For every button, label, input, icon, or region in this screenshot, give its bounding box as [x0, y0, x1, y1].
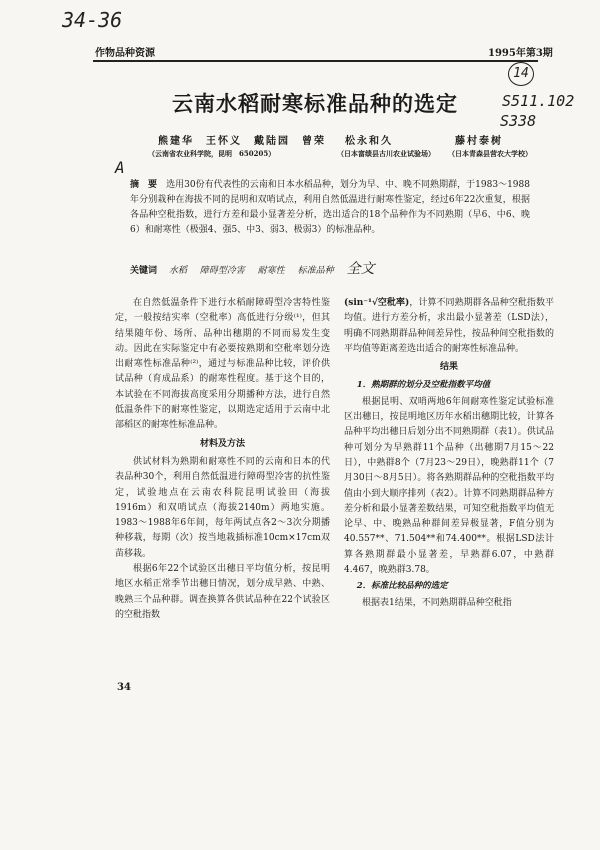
results-subheading-2: 2．标准比较品种的选定 — [356, 581, 448, 592]
results-paragraph-1: 根据昆明、双哨两地6年间耐寒性鉴定试验标准区出穗日，按昆明地区历年水稻出穗期比较，计算各品种平均出穗日后划分出不同熟期群（表1）。供试品种可划分为早熟群11个品种（出穗期7月15～22日），中熟群8个（7月23～29日），晚熟群11个（7月30日～8月5日）。将各熟期群品种的空秕指数平均值由小到大顺序排列（表2）。计算不同熟期群品种方差分析和最小显著差数结果，可知空秕指数平均值无论早、中、晚熟品种群间差异极显著，F值分别为40.557**、71.504**和74.400**。根据LSD法计算各熟期群最小显著差，早熟群6.07，中熟群4.467，晚熟群3.78。 — [344, 396, 554, 576]
results-paragraph-2: 根据表1结果，不同熟期群品种空秕指 — [362, 597, 512, 608]
intro-paragraph: 在自然低温条件下进行水稻耐障碍型冷害特性鉴定，一般按结实率（空秕率）高低进行分级⁽¹⁾，但其结果随年份、场所、品种出穗期的不同而易发生变动。因此在实际鉴定中有必要按熟期和空秕率划分选出耐寒性标准品种⁽²⁾，通过与标准品种比较，评价供试品种（育成品系）的耐寒性程度。基于这个目的，本试验在不同海拔高度采用分期播种方法，进行自然低温条件下的耐寒性鉴定，以期选定适用于云南中北部稻区的耐寒性标准品种。 — [115, 298, 330, 431]
methods-heading: 材料及方法 — [199, 438, 245, 449]
keyword-item: 标准品种 — [297, 266, 334, 276]
keyword-item: 水稻 — [168, 266, 187, 276]
handwritten-circled-number: 14 — [508, 62, 534, 86]
header-rule — [93, 60, 538, 62]
results-subheading-1: 1．熟期群的划分及空秕指数平均值 — [356, 380, 491, 391]
results-heading: 结果 — [439, 362, 458, 373]
authors-group-3: 藤村泰树 — [455, 136, 503, 147]
issue-label: 1995年第3期 — [488, 48, 553, 59]
authors-group-2: 松永和久 — [345, 136, 393, 147]
formula-paragraph — [344, 296, 554, 357]
methods-paragraph-1: 供试材料为熟期和耐寒性不同的云南和日本的代表品种30个，利用自然低温进行障碍型冷害的抗性鉴定，试验地点在云南农科院昆明试验田（海拔1916m）和双哨试点（海拔2140m）两地实施。1983～1988年6年间，每年两试点各2～3次分期播种移栽，每期（次）按当地栽插标准10cm×17cm双苗移栽。 — [115, 456, 330, 559]
left-column — [115, 296, 330, 623]
handwritten-class-code-2: S338 — [500, 112, 537, 130]
paper-title: 云南水稻耐寒标准品种的选定 — [172, 91, 458, 116]
formula-paragraph-text: ，计算不同熟期群各品种空秕指数平均值。进行方差分析，求出最小显著差（LSD法），明确不同熟期群品种间差异性，按品种间空秕指数的平均值等距离差选出适合的耐寒性标准品种。 — [344, 298, 554, 354]
page-number: 34 — [117, 682, 131, 693]
handwritten-keyword-mark: 全文 — [346, 261, 375, 277]
abstract-label: 摘 要 — [130, 180, 158, 190]
journal-name: 作物品种资源 — [95, 48, 155, 59]
right-column — [344, 296, 554, 611]
keyword-item: 障碍型冷害 — [199, 266, 245, 276]
keywords — [130, 262, 530, 279]
abstract-text: 选用30份有代表性的云南和日本水稻品种，划分为早、中、晚不同熟期群，于1983～1988年分别栽种在海拔不同的昆明和双哨试点，利用自然低温进行耐寒性鉴定，经过6年22次重复，根据各品种空秕指数，进行方差和最小显著差分析，选出适合的18个品种作为不同熟期（早6、中6、晚6）和耐寒性（极强4、强5、中3、弱3、极弱3）的标准品种。 — [130, 180, 530, 235]
handwritten-page-range: 34-36 — [62, 8, 123, 32]
arcsine-formula: (sin⁻¹√空秕率) — [344, 298, 410, 308]
abstract — [130, 178, 530, 238]
affiliation-1: （云南省农业科学院，昆明 650205） — [148, 149, 276, 158]
affiliation-3: （日本青森县营农大学校） — [448, 149, 532, 158]
affiliation-2: （日本富绩县古川农业试验场） — [337, 149, 435, 158]
authors-group-1: 熊建华 王怀义 戴陆园 曾荣 — [158, 136, 326, 147]
keywords-label: 关键词 — [130, 266, 158, 276]
methods-paragraph-2: 根据6年22个试验区出穗日平均值分析，按昆明地区水稻正常季节出穗日情况，划分成早熟、中熟、晚熟三个品种群。调查换算各供试品种在22个试验区的空秕指数 — [115, 564, 330, 620]
keyword-item: 耐寒性 — [257, 266, 285, 276]
handwritten-mark-a: A — [115, 158, 125, 177]
handwritten-class-code-1: S511.102 — [502, 92, 575, 110]
